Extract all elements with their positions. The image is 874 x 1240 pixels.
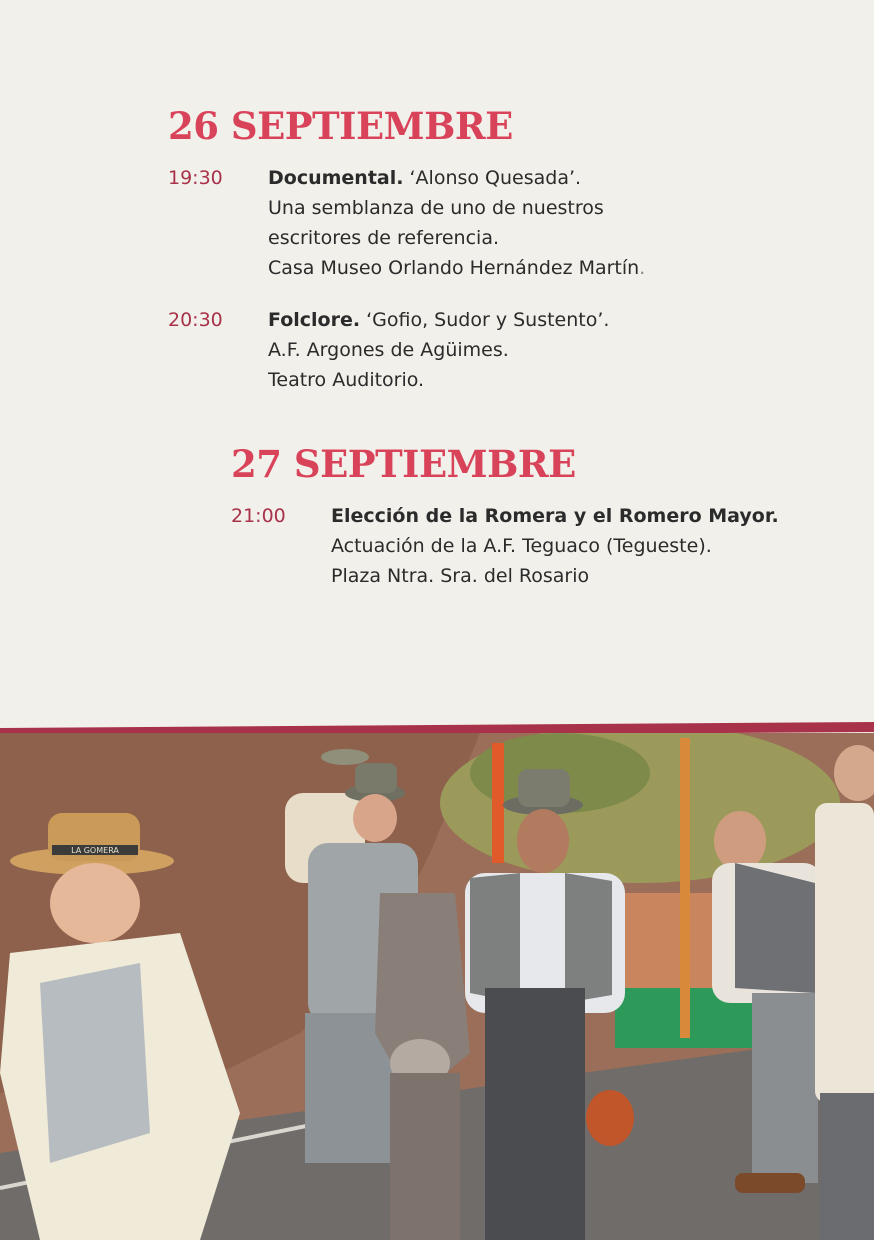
right-man-vest (735, 863, 815, 993)
donkey-neck (390, 1073, 460, 1240)
event-item (168, 305, 645, 395)
central-man-vest-left (470, 873, 520, 1003)
event-time: 21:00 (231, 505, 286, 527)
far-right-man-body (815, 803, 874, 1103)
event-line-2: A.F. Argones de Agüimes. (268, 339, 509, 361)
hat-band-text: LA GOMERA (71, 846, 119, 855)
right-man-head (714, 811, 766, 871)
left-man-head (50, 863, 140, 943)
gray-hat-crown (355, 763, 397, 793)
day-section-27 (231, 442, 779, 613)
event-venue: Teatro Auditorio. (268, 369, 425, 391)
day-title: 27 SEPTIEMBRE (231, 442, 576, 486)
clay-jug (586, 1090, 634, 1146)
central-man-head (517, 809, 569, 873)
event-title: ‘Alonso Quesada’. (409, 167, 582, 189)
far-right-man-legs (820, 1093, 874, 1240)
event-time: 19:30 (168, 167, 223, 189)
event-line-3: escritores de referencia. (268, 227, 500, 249)
event-venue-period: . (639, 257, 646, 279)
right-man-shoe (735, 1173, 805, 1193)
romeria-photo (0, 733, 874, 1240)
event-line-1 (268, 305, 609, 335)
ribbon-red (492, 743, 504, 863)
event-line-2: Una semblanza de uno de nuestros (268, 197, 604, 219)
cart-pole (680, 738, 690, 1038)
event-category: Folclore. (268, 309, 361, 331)
day-section-26 (168, 104, 646, 417)
event-description (268, 163, 645, 283)
event-title: ‘Gofio, Sudor y Sustento’. (366, 309, 610, 331)
bg-man-hat (321, 749, 369, 765)
event-venue-text: Casa Museo Orlando Hernández Martín (268, 257, 640, 279)
event-line-2: Actuación de la A.F. Teguaco (Tegueste). (331, 535, 712, 557)
central-man-vest-right (565, 873, 612, 1003)
event-item (168, 163, 645, 283)
right-man-legs (752, 993, 818, 1183)
gray-hat-man-head (353, 794, 397, 842)
event-venue (268, 253, 645, 283)
event-title: Elección de la Romera y el Romero Mayor. (331, 505, 779, 527)
event-category: Documental. (268, 167, 404, 189)
event-description (331, 501, 779, 591)
central-hat-crown (518, 769, 570, 807)
event-line-1 (331, 501, 779, 531)
day-title: 26 SEPTIEMBRE (168, 104, 513, 148)
event-venue: Plaza Ntra. Sra. del Rosario (331, 565, 590, 587)
left-man-vest (40, 963, 150, 1163)
photo-illustration (0, 733, 874, 1240)
event-item (231, 501, 779, 591)
event-time: 20:30 (168, 309, 223, 331)
central-man-trousers (485, 988, 585, 1240)
event-line-1 (268, 163, 645, 193)
event-description (268, 305, 609, 395)
